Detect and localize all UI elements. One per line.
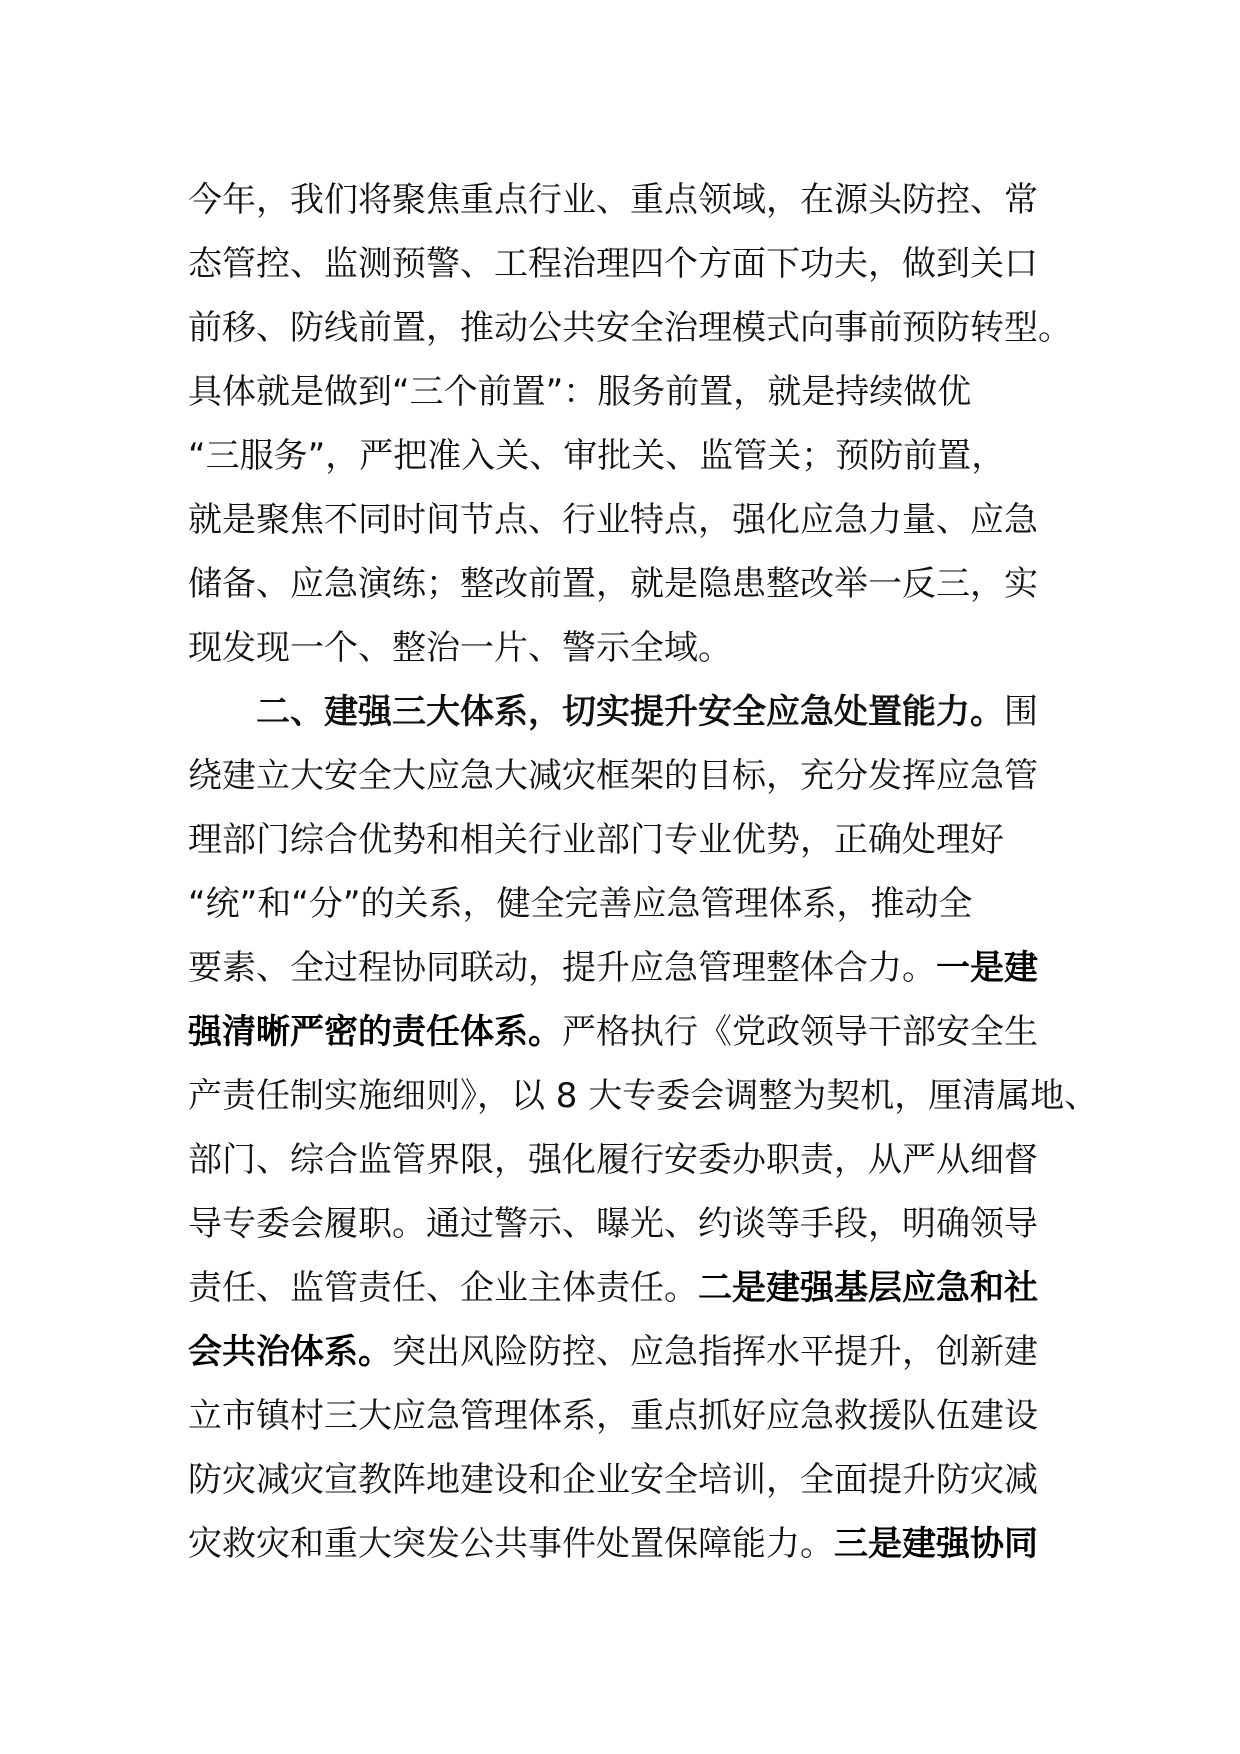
paragraph2-line-10-text: 责任、监管责任、企业主体责任。 [188,1268,698,1308]
paragraph2-line-13: 防灾减灾宣教阵地建设和企业安全培训，全面提升防灾减 [188,1460,1038,1500]
paragraph2-line-11-text: 突出风险防控、应急指挥水平提升，创新建 [392,1332,1038,1372]
paragraph2-line-8: 部门、综合监管界限，强化履行安委办职责，从严从细督 [188,1140,1038,1180]
point-three-heading-start: 三是建强协同 [834,1524,1038,1564]
point-one-heading-end: 强清晰严密的责任体系。 [188,1012,562,1052]
point-two-heading-start: 二是建强基层应急和社 [698,1268,1038,1308]
paragraph2-line-14-text: 灾救灾和重大突发公共事件处置保障能力。 [188,1524,834,1564]
paragraph2-line-9: 导专委会履职。通过警示、曝光、约谈等手段，明确领导 [188,1204,1038,1244]
paragraph2-line-12: 立市镇村三大应急管理体系，重点抓好应急救援队伍建设 [188,1396,1038,1436]
paragraph2-line-1-rest: 围 [1004,692,1038,732]
paragraph2-line-11 [188,1320,1088,1384]
paragraph1-line-7: 储备、应急演练；整改前置，就是隐患整改举一反三，实 [188,564,1038,604]
section-heading: 二、建强三大体系，切实提升安全应急处置能力。 [256,692,1004,732]
paragraph2-line-7: 产责任制实施细则》，以 8 大专委会调整为契机，厘清属地、 [188,1076,1099,1116]
paragraph2-line-3: 理部门综合优势和相关行业部门专业优势，正确处理好 [188,820,1004,860]
paragraph2-line-2: 绕建立大安全大应急大减灾框架的目标，充分发挥应急管 [188,756,1038,796]
paragraph2-line-10 [188,1256,1088,1320]
paragraph1-line-2: 态管控、监测预警、工程治理四个方面下功夫，做到关口 [188,244,1038,284]
paragraph2-line-5 [188,936,1088,1000]
paragraph2-line-4: “统”和“分”的关系，健全完善应急管理体系，推动全 [188,884,973,924]
paragraph2-line-14 [188,1512,1088,1576]
paragraph2-line-6 [188,1000,1088,1064]
document-body [188,168,1099,1576]
paragraph2-line-5-text: 要素、全过程协同联动，提升应急管理整体合力。 [188,948,936,988]
point-one-heading-start: 一是建 [936,948,1038,988]
paragraph1-line-4: 具体就是做到“三个前置”：服务前置，就是持续做优 [188,372,972,412]
paragraph1-line-3: 前移、防线前置，推动公共安全治理模式向事前预防转型。 [188,308,1072,348]
paragraph1-line-8: 现发现一个、整治一片、警示全域。 [188,628,732,668]
paragraph1-line-1: 今年，我们将聚焦重点行业、重点领域，在源头防控、常 [188,180,1038,220]
point-two-heading-end: 会共治体系。 [188,1332,392,1372]
paragraph1-line-5: “三服务”，严把准入关、审批关、监管关；预防前置， [188,436,1006,476]
paragraph1-line-6: 就是聚焦不同时间节点、行业特点，强化应急力量、应急 [188,500,1038,540]
paragraph2-line-6-text: 严格执行《党政领导干部安全生 [562,1012,1038,1052]
paragraph2-line-1 [188,680,1088,744]
